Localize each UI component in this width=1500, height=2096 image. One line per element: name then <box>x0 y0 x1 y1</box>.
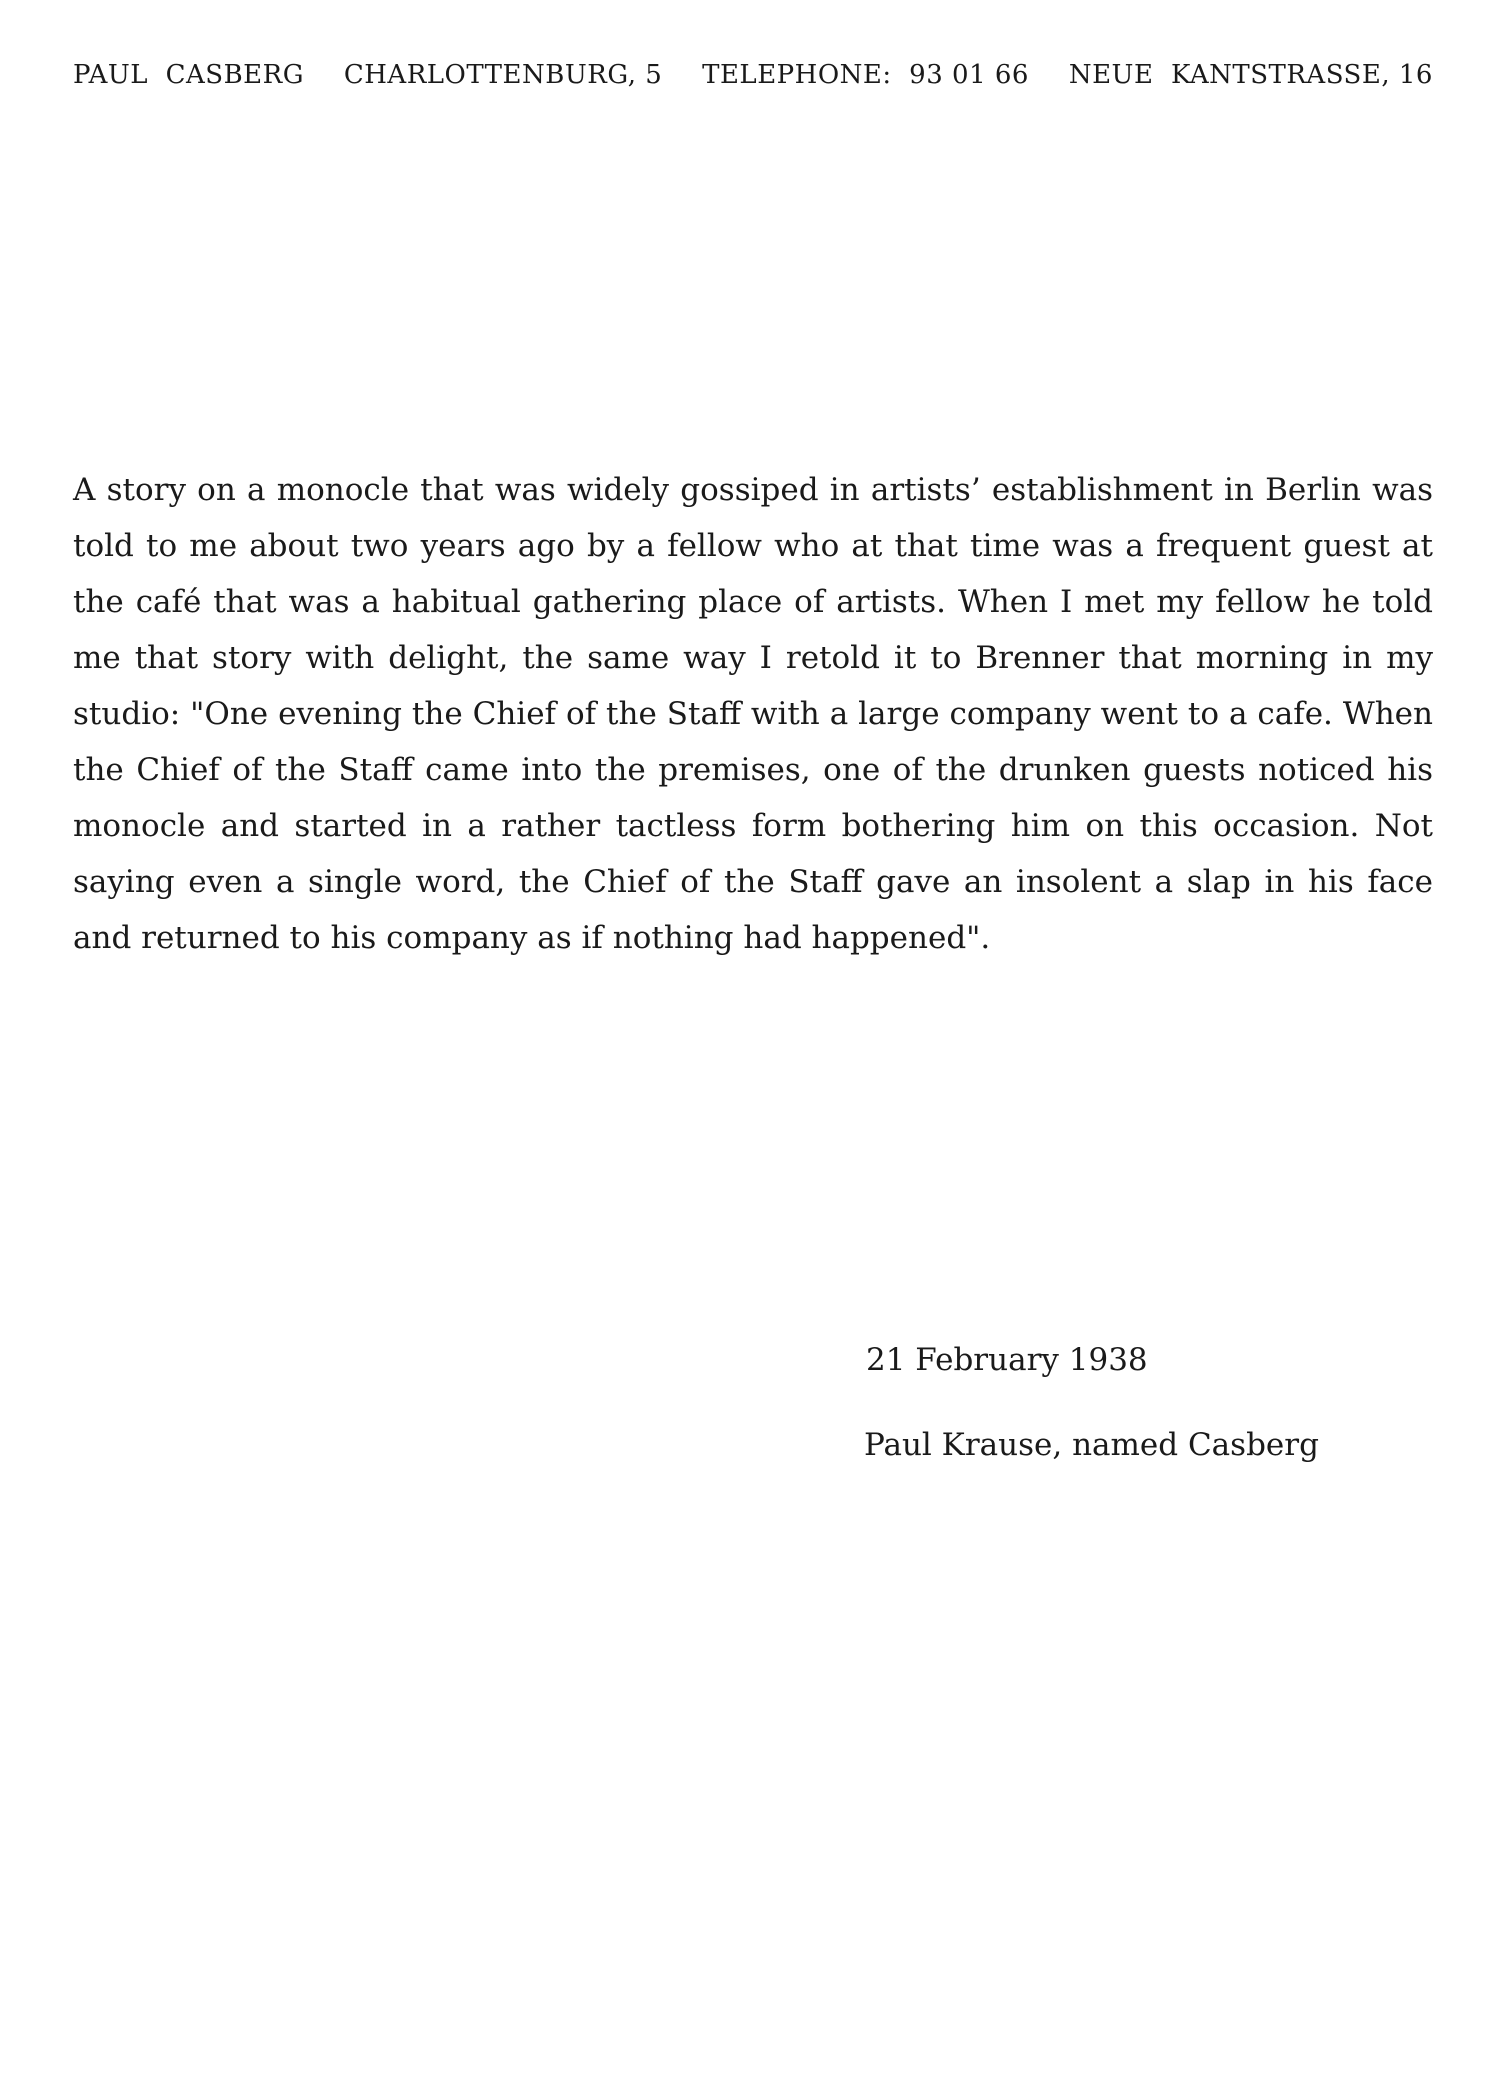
letterhead-district: CHARLOTTENBURG, 5 <box>343 60 663 90</box>
letterhead-telephone: TELEPHONE: 93 01 66 <box>702 60 1029 90</box>
letterhead <box>73 60 1433 90</box>
letter-body-paragraph: A story on a monocle that was widely gossiped in artists’ establishment in Berlin was told to me about two years ago by a fellow who at that time was a frequent guest at the café that was a habitual gathering place of artists. When I met my fellow he told me that story with delight, the same way I retold it to Brenner that morning in my studio: "One evening the Chief of the Staff with a large company went to a cafe. When the Chief of the Staff came into the premises, one of the drunken guests noticed his monocle and started in a rather tactless form bothering him on this occasion. Not saying even a single word, the Chief of the Staff gave an insolent a slap in his face and returned to his company as if nothing had happened". <box>73 472 1433 956</box>
letterhead-name: PAUL CASBERG <box>73 60 305 90</box>
letter-date: 21 February 1938 <box>866 1342 1148 1378</box>
letterhead-street: NEUE KANTSTRASSE, 16 <box>1068 60 1433 90</box>
letter-signature: Paul Krause, named Casberg <box>864 1427 1319 1463</box>
